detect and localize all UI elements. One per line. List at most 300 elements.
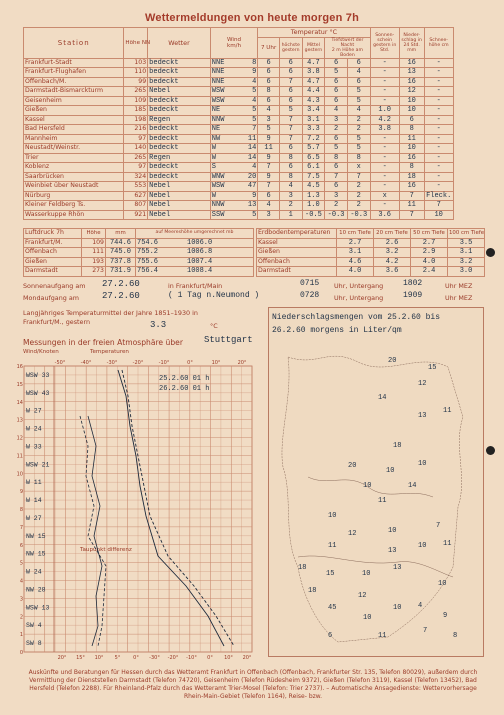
precipitation: 7 [399,191,424,201]
col-wind-label: Wind [227,36,242,43]
station-name: Neustadt/Weinstr. [24,144,124,154]
col-tiefst-label: Tiefstwert der Nacht [331,37,364,48]
temp-max: 2 [279,201,302,211]
wind-direction: WSW [211,87,225,96]
wind-cell [210,68,258,78]
station-height: 265 [124,87,148,97]
precip-value: 15 [428,364,437,372]
table-row [24,134,483,144]
longterm-unit: °C [210,322,218,330]
soil-temp-value: 4.6 [337,257,374,267]
sunshine: - [370,96,399,106]
temp-max: 7 [279,134,302,144]
soil-temp-value: 4.0 [337,267,374,277]
longterm-value: 3.3 [150,320,167,330]
precipitation: 8 [399,125,424,135]
weather-cell: Nebel [148,182,211,192]
temp-min-ground: 4 [347,68,370,78]
precip-value: 14 [408,482,417,490]
col-temperatur: Temperatur °C [258,28,370,38]
pressure-mm-sealevel: 754.6 [137,238,159,247]
wind-direction: SSW [211,210,225,219]
wind-direction: NE [211,125,221,134]
sunshine: 4.2 [370,115,399,125]
temp-min-ground: 7 [347,172,370,182]
wind-entry: W 27 [26,514,42,522]
precip-value: 10 [362,570,371,578]
sunshine: 3.8 [370,125,399,135]
longterm-label-1: Langjähriges Temperaturmittel der Jahre 1851–1930 in [23,309,198,317]
bottom-tick-label: 0° [207,655,213,661]
height-label: 3 [19,596,23,603]
bottom-tick-label: -10° [186,655,197,661]
top-tick-label: 20° [237,360,247,366]
temp-7h: 6 [258,58,280,68]
snow-depth: - [424,77,453,87]
snow-depth: - [424,163,453,173]
erdboden-col-10: 10 cm Tiefe [337,229,374,239]
station-height: 99 [124,77,148,87]
precip-value: 13 [393,564,402,572]
bottom-tick-label: 0° [133,655,139,661]
mondaufgang-date: 27.2.60 [102,291,140,301]
map-border [282,356,463,642]
atmo-title: Messungen in der freien Atmosphäre über [23,338,183,347]
table-row [24,115,483,125]
temp-min-ground: 8 [347,153,370,163]
precip-value: 20 [388,357,397,365]
precipitation: 11 [399,134,424,144]
wind-direction: S [211,163,216,172]
pressure-mb: 1006.8 [187,248,213,257]
soil-temp-value: 3.6 [374,267,411,277]
temp-min-ground: 4 [347,106,370,116]
wind-direction: NNW [211,201,225,210]
height-label: 5 [19,560,23,567]
erdboden-body [257,238,485,276]
temp-min-ground: 2 [347,191,370,201]
precip-value: 14 [378,394,387,402]
temperature-curve-2 [122,370,234,646]
sunshine: - [370,58,399,68]
temp-7h: 4 [258,201,280,211]
temp-min-2m: 5 [325,144,348,154]
top-tick-label: -40° [80,360,92,366]
snow-depth: - [424,115,453,125]
wind-cell [210,96,258,106]
precip-value: 11 [378,497,387,505]
sonnenuntergang-time: 1802 [403,279,423,288]
precip-title-2: 26.2.60 morgens in Liter/qm [272,326,402,335]
table-row [24,182,483,192]
station-height: 110 [124,68,148,78]
wind-cell [210,163,258,173]
precip-value: 10 [418,460,427,468]
soil-temp-value: 2.9 [411,248,448,258]
snow-depth: - [424,87,453,97]
temp-min-ground: -0.3 [347,210,370,220]
station-name: Mannheim [24,134,124,144]
station-height: 103 [124,58,148,68]
table-row [24,153,483,163]
station-name: Kleiner Feldberg Ts. [24,201,124,211]
wind-speed: 47 [247,182,257,191]
bottom-tick-label: 15° [76,655,85,661]
temp-mean: 4.4 [302,87,325,97]
station-height: 97 [124,163,148,173]
wind-speed: 5 [252,210,257,219]
temp-min-ground: 6 [347,58,370,68]
snow-depth: - [424,144,453,154]
temp-min-2m: 2 [325,201,348,211]
mondaufgang-label: Mondaufgang am [23,294,79,302]
station-name: Wasserkuppe Rhön [24,210,124,220]
sunshine: - [370,201,399,211]
wind-speed: 8 [252,58,257,67]
height-label: 2 [19,614,23,621]
wind-speed: 20 [247,172,257,181]
table-row [24,87,483,97]
soil-station: Offenbach [257,257,337,267]
soil-temp-value: 4.0 [411,257,448,267]
wind-cell [210,144,258,154]
wind-direction: NNE [211,77,225,86]
sunshine: - [370,144,399,154]
erdboden-col-100: 100 cm Tiefe [449,230,485,237]
height-label: 8 [19,507,23,513]
table-row [24,125,483,135]
weather-cell: bedeckt [148,68,211,78]
pressure-mb: 1007.4 [187,257,213,266]
precip-value: 4 [418,602,423,610]
temp-mean: 3.3 [302,125,325,135]
table-row [24,58,483,68]
wind-entry: W 24 [26,568,42,576]
table-row [257,257,485,267]
temp-min-ground: 5 [347,134,370,144]
bottom-tick-label: 10° [224,655,233,661]
precip-map-header [272,311,440,337]
wind-cell [210,182,258,192]
snow-depth: Fleck. [426,191,452,200]
precip-value: 7 [436,522,441,530]
temp-mean: 4.5 [302,182,325,192]
mez-label: Uhr MEZ [445,282,473,290]
weather-cell: bedeckt [148,172,211,182]
snow-depth: - [424,106,453,116]
temp-mean: 7.5 [302,172,325,182]
precip-title-1: Niederschlagsmengen vom 25.2.60 bis [272,313,441,322]
luftdruck-col-hoehe: Höhe [82,229,106,239]
weather-cell: bedeckt [148,125,211,135]
station-height: 807 [124,201,148,211]
table-row [24,106,483,116]
wind-entry: W 14 [26,497,42,505]
wind-cell [210,201,258,211]
col-wetter: Wetter [148,28,211,59]
wind-direction: NNW [211,115,225,124]
station-name: Kassel [24,115,124,125]
temp-7h: 6 [258,68,280,78]
precip-value: 11 [443,540,452,548]
weather-cell: Regen [148,115,211,125]
temp-min-2m: -0.3 [325,210,348,220]
temp-max: 3 [279,191,302,201]
wind-speed: 11 [247,134,257,143]
wind-direction: WSW [211,182,225,191]
temp-max: 6 [279,87,302,97]
bottom-tick-label: 20° [57,655,67,661]
wind-entry: NW 15 [26,550,46,558]
temp-7h: 9 [258,153,280,163]
temp-mean: 6.5 [302,153,325,163]
precipitation: 7 [399,210,424,220]
precipitation: 10 [399,106,424,116]
taupunkt-label: Taupunkt differenz [80,547,132,553]
sunshine: - [370,68,399,78]
precip-value: 10 [363,614,372,622]
temp-max: 7 [279,125,302,135]
station-height: 198 [124,115,148,125]
top-tick-label: 0° [187,360,193,366]
wind-speed: 13 [247,201,257,210]
temp-min-2m: 6 [325,182,348,192]
sonnenaufgang-place: in Frankfurt/Main [168,282,223,290]
sunshine: 3.6 [370,210,399,220]
erdboden-table [256,228,485,277]
temp-min-2m: 3 [325,115,348,125]
height-label: 14 [16,399,23,406]
temp-7h: 6 [258,96,280,106]
wind-cell [210,58,258,68]
height-label: 7 [19,524,23,531]
snow-depth: - [424,58,453,68]
temp-min-2m: 6 [325,87,348,97]
sunshine: - [370,163,399,173]
wind-direction: W [211,144,216,153]
precipitation: 16 [399,153,424,163]
precip-value: 18 [393,442,402,450]
temp-max: 6 [279,58,302,68]
station-height: 921 [124,210,148,220]
pressure-height: 111 [82,248,106,258]
top-tick-label: -30° [106,360,118,366]
soil-temp-value: 3.2 [374,248,411,258]
snow-depth: - [424,172,453,182]
temp-7h: 8 [258,87,280,97]
precip-value: 10 [418,542,427,550]
page-title: Wettermeldungen von heute morgen 7h [145,12,359,24]
soil-temp-value: 3.2 [448,257,485,267]
pressure-height: 193 [82,257,106,267]
wind-entry: SW 4 [26,622,42,630]
wind-cell [210,191,258,201]
pressure-mm: 737.8 [106,257,136,267]
temp-mean: 1.3 [302,191,325,201]
temp-7h: 3 [258,210,280,220]
temp-min-2m: 4 [325,106,348,116]
precipitation: 8 [399,163,424,173]
bottom-tick-label: 20° [242,655,252,661]
col-sonne: Sonnen-schein gestern in Std. [370,28,399,59]
table-row [24,238,254,248]
temp-mean: 4.7 [302,58,325,68]
temp-min-ground: 2 [347,115,370,125]
precipitation: 10 [399,144,424,154]
pressure-sealevel [136,248,254,258]
precip-value: 13 [418,412,427,420]
station-table-body [24,58,483,220]
temp-mean: 3.4 [302,106,325,116]
bottom-tick-label: -20° [167,655,179,661]
height-label: 0 [19,650,23,656]
station-height: 185 [124,106,148,116]
station-name: Frankfurt-Stadt [24,58,124,68]
temp-max: 4 [279,182,302,192]
precip-value: 10 [328,512,337,520]
precip-value: 7 [423,627,428,635]
temp-min-ground: x [347,163,370,173]
temp-max: 7 [279,115,302,125]
untergang-label: Uhr, Untergang [334,282,384,290]
temp-min-ground: 5 [347,96,370,106]
precipitation: 16 [399,58,424,68]
temp-min-2m: 8 [325,153,348,163]
soil-station: Darmstadt [257,267,337,277]
wind-cell [210,153,258,163]
temp-7h: 6 [258,77,280,87]
monduntergang-time: 1909 [403,291,423,300]
temp-mean: 4.3 [302,96,325,106]
wind-speed: 14 [247,153,257,162]
sunshine: - [370,77,399,87]
wind-speed: 4 [252,163,257,172]
table-row [24,191,483,201]
sunshine: - [370,182,399,192]
sunshine: 1.0 [370,106,399,116]
pressure-sealevel [136,267,254,277]
station-name: Geisenheim [24,96,124,106]
height-label: 15 [16,381,23,388]
footer-text: Auskünfte und Beratungen für Hessen durch das Wetteramt Frankfurt in Offenbach (Offenbach, Frankfurter Str. 135, Telefon 80029), außerdem durch Vermittlung der Dienststellen Darmstadt (Telefon 74720), Geisenheim (Telefon Rüdesheim 9372), Gießen (Telefon 3119), Kassel (Telefon 13452), Bad Hersfeld (Telefon 2288). Für Rheinland-Pfalz durch das Wetteramt Trier-Mosel (Telefon: Trier 2737). – Automatische Ansagedienste: Wettervorhersage Rhein-Main-Gebiet (Telefon 1164), Reise- bzw. [28,669,478,700]
col-hoechste: höchste gestern [279,37,302,58]
temp-mean: 3.8 [302,68,325,78]
erdboden-col-50: 50 cm Tiefe [411,229,448,239]
soil-temp-value: 4.2 [374,257,411,267]
snow-depth: - [424,96,453,106]
height-label: 6 [19,542,23,549]
temp-min-ground: 2 [347,201,370,211]
soil-temp-value: 3.1 [448,248,485,258]
station-table [23,27,483,220]
wind-speed: 14 [247,144,257,153]
temp-mean: 1.0 [302,201,325,211]
sonnenaufgang-time: 0715 [300,279,320,288]
temp-min-ground: 6 [347,77,370,87]
temp-min-ground: 2 [347,125,370,135]
col-tiefst [325,37,370,58]
snow-depth: - [424,182,453,192]
station-height: 109 [124,96,148,106]
temp-min-2m: 6 [325,96,348,106]
height-label: 11 [16,453,23,460]
wind-cell [210,77,258,87]
temp-7h: 3 [258,115,280,125]
soil-station: Gießen [257,248,337,258]
mondaufgang-time: 0728 [300,291,320,300]
snow-depth: - [424,125,453,135]
wind-entry: W 11 [26,479,42,487]
wind-entry: W 24 [26,425,42,433]
precipitation: 6 [399,115,424,125]
station-height: 216 [124,125,148,135]
snow-depth: - [424,134,453,144]
precip-value: 11 [378,632,387,640]
station-height: 97 [124,134,148,144]
binder-hole-top [486,248,495,257]
station-height: 553 [124,182,148,192]
longterm-label-2: Frankfurt/M., gestern [23,318,91,326]
temp-min-2m: 7 [325,172,348,182]
wind-cell [210,134,258,144]
soil-temp-value: 2.6 [374,238,411,248]
sunshine: - [370,172,399,182]
precipitation: 11 [399,201,424,211]
weather-cell: bedeckt [148,58,211,68]
precip-value: 15 [326,570,335,578]
bottom-tick-label: 5° [114,655,121,661]
luftdruck-col-mb: auf Meereshöhe umgerechnet mb [136,229,254,239]
table-row [24,210,483,220]
soil-temp-value: 2.7 [411,238,448,248]
wind-entry: WSW 43 [26,389,50,397]
snow-depth: 7 [424,201,453,211]
wind-direction: NW [211,134,221,143]
temp-max: 7 [279,77,302,87]
temp-min-ground: 2 [347,182,370,192]
table-row [24,77,483,87]
bottom-tick-label: -30° [149,655,160,661]
precipitation: 18 [399,172,424,182]
binder-hole-bottom [486,446,495,455]
temp-mean: 6.1 [302,163,325,173]
table-row [24,201,483,211]
col-t7: 7 Uhr [258,37,280,58]
bottom-tick-label: 10° [94,655,104,661]
weather-cell: Nebel [148,87,211,97]
temp-min-2m: 5 [325,68,348,78]
wind-cell [210,210,258,220]
temp-max: 6 [279,163,302,173]
station-name: Saarbrücken [24,172,124,182]
temp-min-2m: 6 [325,58,348,68]
table-row [257,267,485,277]
mond-note: ( 1 Tag n.Neumond ) [168,291,260,300]
snow-depth: - [424,153,453,163]
station-name: Nürburg [24,191,124,201]
weather-cell: bedeckt [148,106,211,116]
luftdruck-table [23,228,254,277]
wind-entry: W 27 [26,407,42,415]
pressure-sealevel [136,238,254,248]
col-wind-unit: km/h [226,42,242,49]
height-label: 13 [16,417,23,424]
station-height: 265 [124,153,148,163]
wind-direction: WNW [211,172,225,181]
weather-cell: bedeckt [148,144,211,154]
height-label: 9 [19,489,23,496]
temp-7h: 5 [258,125,280,135]
